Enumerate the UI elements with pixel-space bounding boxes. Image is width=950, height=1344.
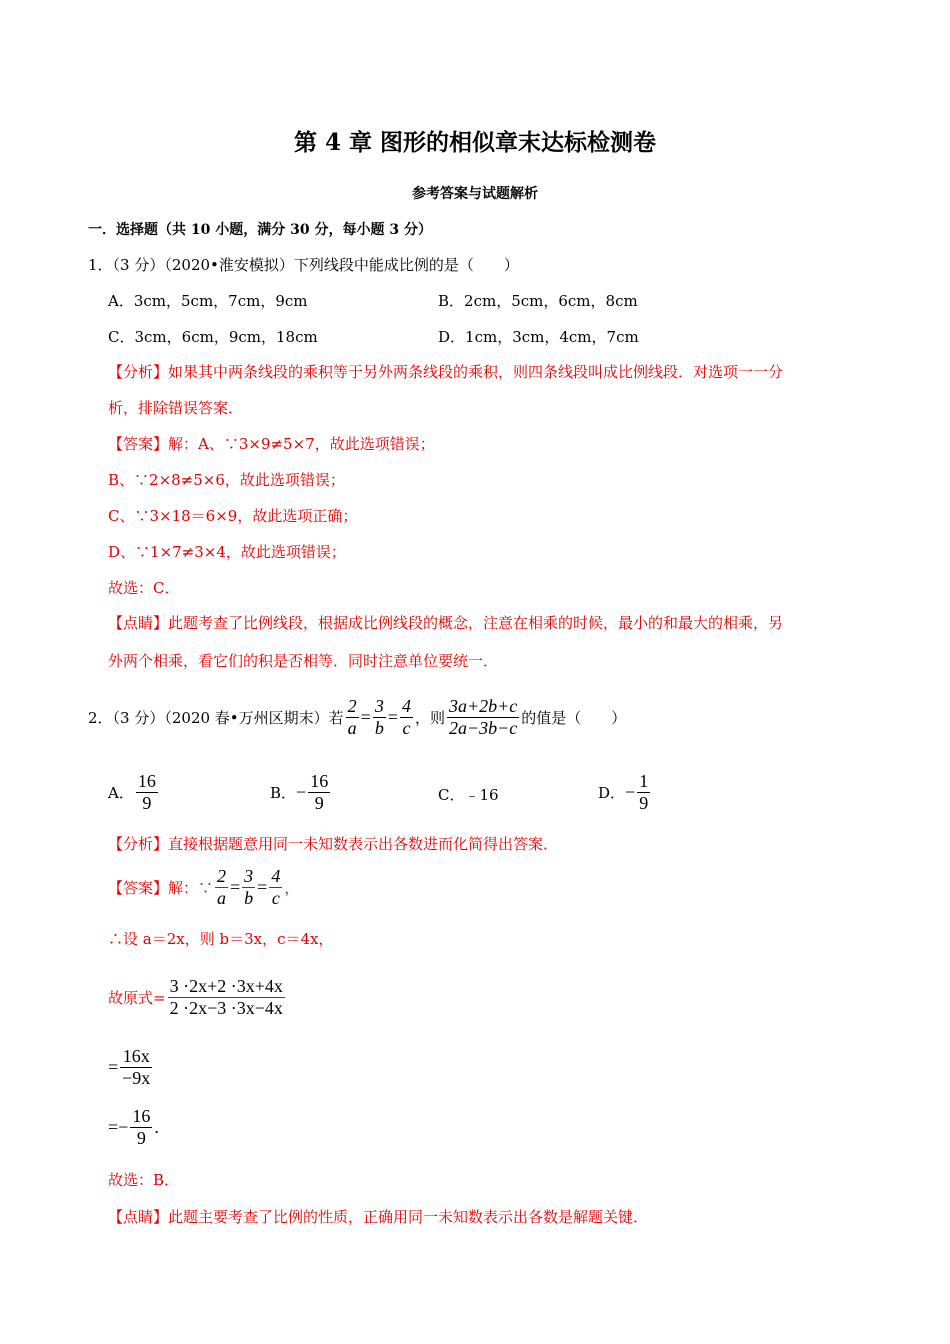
q1-answer-a: 【答案】解：A、∵3×9≠5×7，故此选项错误； (108, 435, 435, 453)
q1-answer-b: B、∵2×8≠5×6，故此选项错误； (108, 471, 345, 489)
q2-equals: = (387, 707, 398, 727)
q2-stem-mid: ，则 (414, 709, 445, 727)
q2-stem (88, 696, 626, 739)
q1-answer-c: C、∵3×18＝6×9，故此选项正确； (108, 507, 358, 525)
page-subtitle: 参考答案与试题解析 (412, 186, 538, 202)
q2-option-d: D． − $\frac{1}{9}$ (598, 771, 649, 813)
q1-option-d: D．1cm，3cm，4cm，7cm (438, 328, 639, 346)
q2-analysis: 【分析】直接根据题意用同一未知数表示出各数进而化简得出答案． (108, 835, 559, 853)
q2-stem-prefix: 2．（3 分）（2020 春•万州区期末）若 (88, 709, 344, 727)
q2-ratio-4-c: $\frac{4}{c}$ (401, 696, 411, 738)
q2-option-c: C．﹣16 (438, 786, 499, 804)
q2-expression: $\frac{3a+2b+c}{2a-3b-c}$ (448, 696, 518, 738)
page-title: 第 4 章 图形的相似章末达标检测卷 (293, 129, 657, 156)
q2-ratio-2-a: $\frac{2}{a}$ (347, 696, 357, 738)
q1-analysis-line1: 【分析】如果其中两条线段的乘积等于另外两条线段的乘积，则四条线段叫成比例线段．对选项一一分 (108, 363, 784, 381)
q2-option-a: A． $\frac{16}{9}$ (108, 771, 156, 813)
q2-comment: 【点睛】此题主要考查了比例的性质，正确用同一未知数表示出各数是解题关键． (108, 1208, 649, 1226)
q1-answer-d: D、∵1×7≠3×4，故此选项错误； (108, 543, 346, 561)
q2-step-simplified: = $\frac{16x}{-9x}$ (108, 1046, 151, 1088)
q2-set-variables: ∴设 a＝2x，则 b＝3x，c＝4x， (108, 930, 334, 948)
q1-option-c: C．3cm，6cm，9cm，18cm (108, 328, 318, 346)
q1-stem: 1．（3 分）（2020•淮安模拟）下列线段中能成比例的是（ ） (88, 256, 519, 274)
q1-analysis-line2: 析，排除错误答案． (108, 399, 244, 417)
q2-equals: = (360, 707, 371, 727)
q1-option-a: A．3cm，5cm，7cm，9cm (108, 292, 308, 310)
q2-stem-suffix: 的值是（ ） (521, 709, 627, 727)
q2-ratio-3-b: $\frac{3}{b}$ (374, 696, 384, 738)
q1-comment-line1: 【点睛】此题考查了比例线段，根据成比例线段的概念，注意在相乘的时候，最小的和最大的相乘，另 (108, 614, 784, 632)
q2-step-result: =− $\frac{16}{9}$ . (108, 1106, 159, 1148)
q2-original-expression: 故原式= $\frac{3 \cdot 2x+2 \cdot 3x+4x}{2 \cdot 2x-3 \cdot 3x-4x}$ (108, 976, 283, 1018)
q1-option-b: B．2cm，5cm，6cm，8cm (438, 292, 638, 310)
section-heading: 一．选择题（共 10 小题，满分 30 分，每小题 3 分） (88, 222, 432, 238)
q1-choice: 故选：C． (108, 579, 180, 597)
q1-comment-line2: 外两个相乘，看它们的积是否相等．同时注意单位要统一． (108, 652, 499, 670)
q2-answer-line: 【答案】解：∵ $\frac{2}{a}$ = $\frac{3}{b}$ = $\frac{4}{c}$ ， (108, 866, 300, 908)
q2-option-b: B． − $\frac{16}{9}$ (270, 771, 329, 813)
q2-choice: 故选：B． (108, 1171, 180, 1189)
